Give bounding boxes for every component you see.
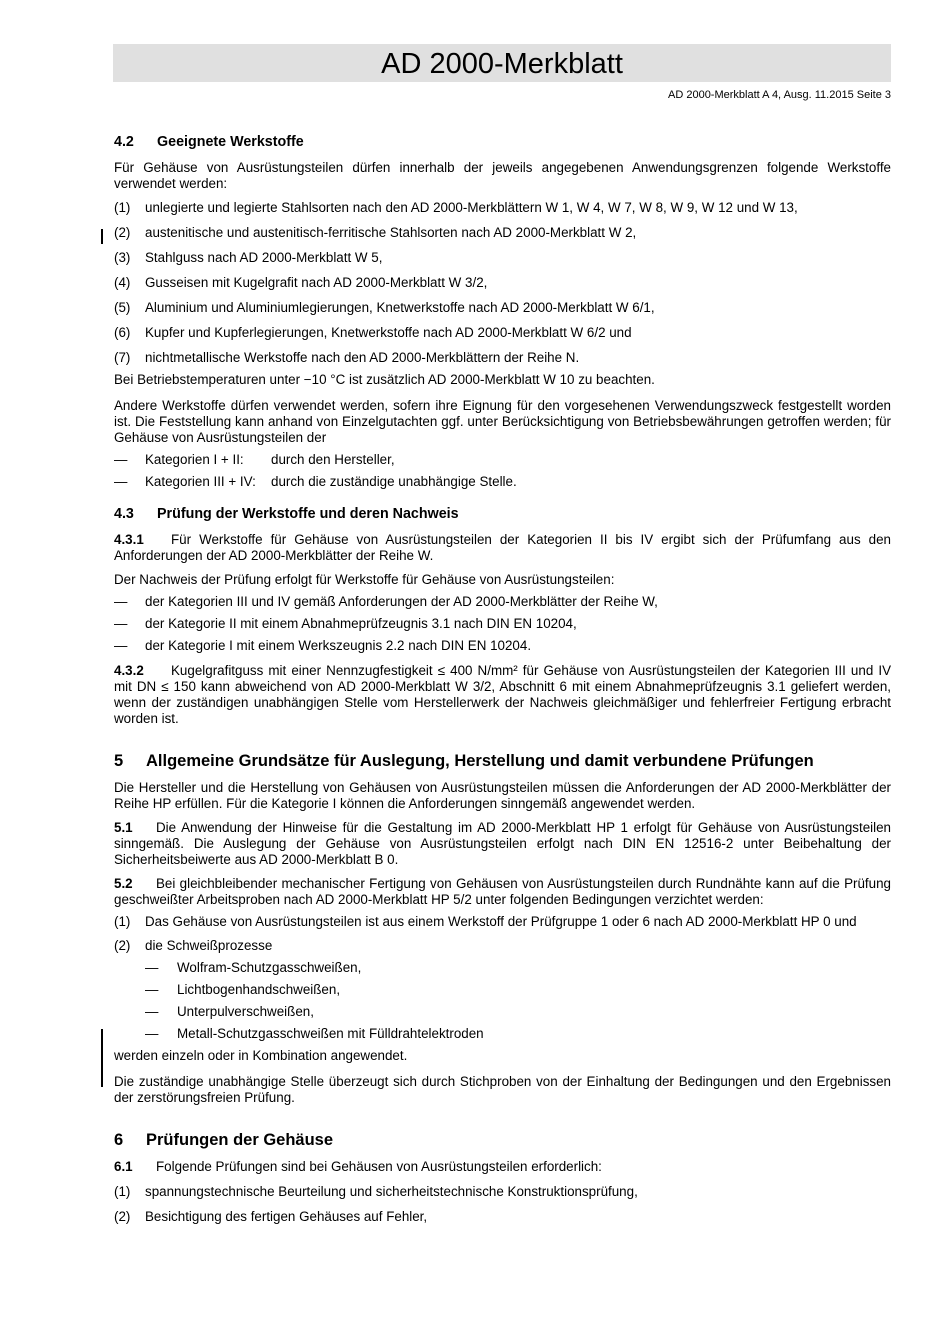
document-reference: AD 2000-Merkblatt A 4, Ausg. 11.2015 Seite 3: [668, 89, 891, 101]
section-5-heading: 5 Allgemeine Grundsätze für Auslegung, Herstellung und damit verbundene Prüfungen: [114, 752, 814, 770]
temperature-note: Bei Betriebstemperaturen unter −10 °C ist zusätzlich AD 2000-Merkblatt W 10 zu beachten.: [114, 372, 655, 387]
paragraph-4-3-1: 4.3.1 Für Werkstoffe für Gehäuse von Ausrüstungsteilen der Kategorien II bis IV ergibt sich der Prüfumfang aus den Anforderungen der AD 2000-Merkblätter der Reihe W.: [114, 532, 891, 563]
paragraph-5-1: 5.1 Die Anwendung der Hinweise für die Gestaltung im AD 2000-Merkblatt HP 1 erfolgt für Gehäuse von Ausrüstungsteilen sinngemäß. Die Auslegung der Gehäuse von Ausrüstungsteilen erfolgt nach DIN EN 12516-2 unter Beibehaltung der Sicherheitsbeiwerte aus AD 2000-Merkblatt B 0.: [114, 820, 891, 867]
list-item: (2) austenitische und austenitisch-ferritische Stahlsorten nach AD 2000-Merkblatt W 2,: [114, 225, 637, 240]
section-6-heading: 6 Prüfungen der Gehäuse: [114, 1131, 334, 1149]
change-bar: [101, 1029, 103, 1087]
welding-process-item: — Lichtbogenhandschweißen,: [145, 982, 341, 997]
document-body: [114, 134, 891, 1234]
inspection-paragraph: Die zuständige unabhängige Stelle überzeugt sich durch Stichproben von der Einhaltung der Bedingungen und den Ergebnissen der zerstörungsfreien Prüfung.: [114, 1074, 891, 1105]
welding-process-item: — Metall-Schutzgasschweißen mit Fülldrahtelektroden: [145, 1026, 484, 1041]
list-item: (5) Aluminium und Aluminiumlegierungen, Knetwerkstoffe nach AD 2000-Merkblatt W 6/1,: [114, 300, 655, 315]
category-item: — Kategorien III + IV: durch die zuständige unabhängige Stelle.: [114, 474, 517, 489]
combination-note: werden einzeln oder in Kombination angewendet.: [114, 1048, 408, 1063]
list-item: (3) Stahlguss nach AD 2000-Merkblatt W 5,: [114, 250, 383, 265]
list-item: (2) Besichtigung des fertigen Gehäuses auf Fehler,: [114, 1209, 428, 1224]
list-item: (7) nichtmetallische Werkstoffe nach den AD 2000-Merkblättern der Reihe N.: [114, 350, 580, 365]
paragraph-6-1: 6.1 Folgende Prüfungen sind bei Gehäusen von Ausrüstungsteilen erforderlich:: [114, 1159, 602, 1174]
other-materials-paragraph: Andere Werkstoffe dürfen verwendet werden, sofern ihre Eignung für den vorgesehenen Verwendungszweck festgestellt worden ist. Die Feststellung kann anhand von Einzelgutachten ggf. unter Berücksichtigung von Betriebsbewährungen getroffen werden; für Gehäuse von Ausrüstungsteilen der: [114, 398, 891, 445]
list-item: — der Kategorien III und IV gemäß Anforderungen der AD 2000-Merkblätter der Reihe W,: [114, 594, 658, 609]
paragraph-5-2: 5.2 Bei gleichbleibender mechanischer Fertigung von Gehäusen von Ausrüstungsteilen durch Rundnähte kann auf die Prüfung geschweißter Arbeitsproben nach AD 2000-Merkblatt HP 5/2 unter folgenden Bedingungen verzichtet werden:: [114, 876, 891, 907]
list-item: (4) Gusseisen mit Kugelgrafit nach AD 2000-Merkblatt W 3/2,: [114, 275, 488, 290]
condition-item: (2) die Schweißprozesse: [114, 938, 273, 953]
list-item: — der Kategorie I mit einem Werkszeugnis 2.2 nach DIN EN 10204.: [114, 638, 532, 653]
welding-process-item: — Wolfram-Schutzgasschweißen,: [145, 960, 362, 975]
section-4-2-heading: 4.2 Geeignete Werkstoffe: [114, 134, 304, 150]
category-item: — Kategorien I + II: durch den Hersteller,: [114, 452, 395, 467]
welding-process-item: — Unterpulverschweißen,: [145, 1004, 314, 1019]
section-5-intro: Die Hersteller und die Herstellung von Gehäusen von Ausrüstungsteilen müssen die Anforderungen der AD 2000-Merkblätter der Reihe HP erfüllen. Für die Kategorie I können die Anforderungen sinngemäß angewendet werden.: [114, 780, 891, 811]
section-4-2-intro: Für Gehäuse von Ausrüstungsteilen dürfen innerhalb der jeweils angegebenen Anwendungsgrenzen folgende Werkstoffe verwendet werden:: [114, 160, 891, 191]
condition-item: (1) Das Gehäuse von Ausrüstungsteilen ist aus einem Werkstoff der Prüfgruppe 1 oder 6 nach AD 2000-Merkblatt HP 0 und: [114, 914, 857, 929]
paragraph-4-3-2: 4.3.2 Kugelgrafitguss mit einer Nennzugfestigkeit ≤ 400 N/mm² für Gehäuse von Ausrüstungsteilen der Kategorien III und IV mit DN ≤ 150 kann abweichend von AD 2000-Merkblatt W 3/2, Abschnitt 6 mit einem Abnahmeprüfzeugnis 3.1 geliefert werden, wenn der zuständigen unabhängigen Stelle vom Herstellerwerk der Nachweis gleichmäßiger und fehlerfreier Fertigung erbracht worden ist.: [114, 663, 891, 726]
change-bar: [101, 229, 103, 244]
proof-paragraph: Der Nachweis der Prüfung erfolgt für Werkstoffe für Gehäuse von Ausrüstungsteilen:: [114, 572, 615, 587]
list-item: — der Kategorie II mit einem Abnahmeprüfzeugnis 3.1 nach DIN EN 10204,: [114, 616, 577, 631]
list-item: (6) Kupfer und Kupferlegierungen, Knetwerkstoffe nach AD 2000-Merkblatt W 6/2 und: [114, 325, 632, 340]
list-item: (1) spannungstechnische Beurteilung und sicherheitstechnische Konstruktionsprüfung,: [114, 1184, 638, 1199]
page-title: AD 2000-Merkblatt: [381, 48, 623, 80]
section-4-3-heading: 4.3 Prüfung der Werkstoffe und deren Nachweis: [114, 506, 459, 522]
list-item: (1) unlegierte und legierte Stahlsorten nach den AD 2000-Merkblättern W 1, W 4, W 7, W 8, W 9, W 12 und W 13,: [114, 200, 798, 215]
